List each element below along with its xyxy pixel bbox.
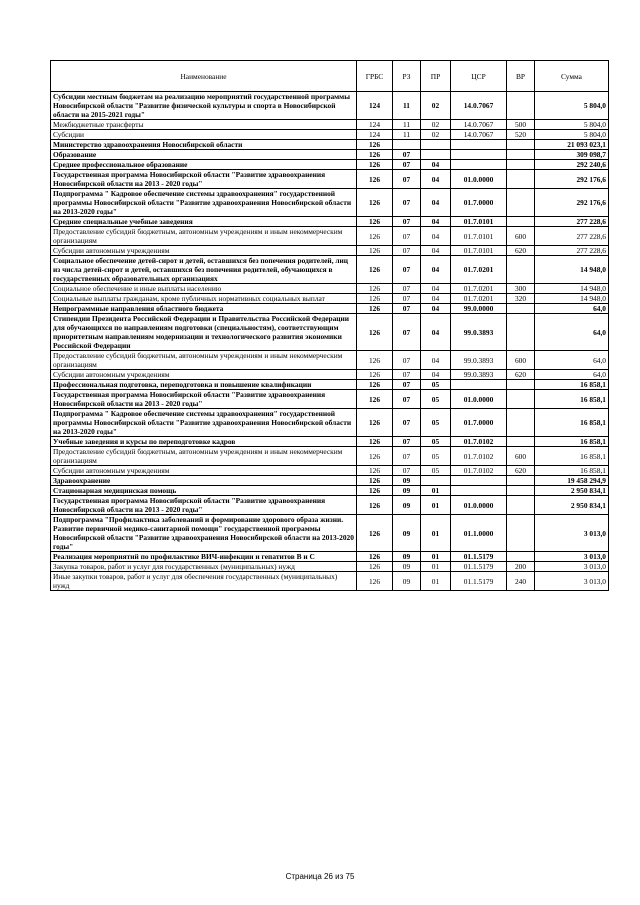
- cell-grbs: 126: [357, 552, 393, 562]
- cell-name: Предоставление субсидий бюджетным, автономным учреждениям и иным некоммерческим организациям: [51, 351, 357, 370]
- cell-sum: 16 858,1: [535, 409, 609, 437]
- cell-vr: 240: [507, 572, 535, 591]
- cell-name: Реализация мероприятий по профилактике ВИЧ-инфекции и гепатитов В и С: [51, 552, 357, 562]
- cell-vr: [507, 552, 535, 562]
- cell-csr: 01.7.0102: [451, 447, 507, 466]
- cell-pr: 04: [421, 314, 451, 351]
- table-row: [51, 170, 609, 189]
- cell-sum: 21 093 023,1: [535, 140, 609, 150]
- cell-rz: 07: [393, 160, 421, 170]
- cell-name: Государственная программа Новосибирской области "Развитие здравоохранения Новосибирской области на 2013 - 2020 годы": [51, 496, 357, 515]
- table-row: [51, 515, 609, 552]
- cell-vr: 520: [507, 130, 535, 140]
- header-grbs: ГРБС: [357, 61, 393, 92]
- cell-csr: 01.0.0000: [451, 390, 507, 409]
- cell-name: Субсидии автономным учреждениям: [51, 370, 357, 380]
- cell-vr: 600: [507, 447, 535, 466]
- cell-grbs: 124: [357, 130, 393, 140]
- cell-grbs: 126: [357, 380, 393, 390]
- cell-csr: 01.7.0101: [451, 227, 507, 246]
- table-row: [51, 390, 609, 409]
- cell-rz: 07: [393, 447, 421, 466]
- budget-table: [50, 60, 609, 591]
- table-row: [51, 150, 609, 160]
- table-row: [51, 246, 609, 256]
- cell-pr: 04: [421, 284, 451, 294]
- cell-name: Подпрограмма " Кадровое обеспечение системы здравоохранения" государственной программы Новосибирской области "Развитие здравоохранения Новосибирской области на 2013-2020 годы": [51, 189, 357, 217]
- cell-vr: [507, 140, 535, 150]
- header-sum: Сумма: [535, 61, 609, 92]
- cell-rz: [393, 140, 421, 150]
- cell-name: Субсидии: [51, 130, 357, 140]
- cell-csr: 01.7.0000: [451, 409, 507, 437]
- table-row: [51, 370, 609, 380]
- cell-sum: 2 950 834,1: [535, 486, 609, 496]
- cell-grbs: 126: [357, 370, 393, 380]
- cell-sum: 64,0: [535, 314, 609, 351]
- cell-csr: [451, 160, 507, 170]
- cell-rz: 07: [393, 370, 421, 380]
- cell-grbs: 126: [357, 217, 393, 227]
- cell-csr: 01.7.0201: [451, 294, 507, 304]
- cell-name: Подпрограмма " Кадровое обеспечение системы здравоохранения" государственной программы Новосибирской области "Развитие здравоохранения Новосибирской области на 2013-2020 годы": [51, 409, 357, 437]
- cell-rz: 07: [393, 409, 421, 437]
- cell-sum: 3 013,0: [535, 562, 609, 572]
- table-row: [51, 496, 609, 515]
- cell-grbs: 126: [357, 486, 393, 496]
- cell-rz: 07: [393, 227, 421, 246]
- cell-sum: 2 950 834,1: [535, 496, 609, 515]
- cell-csr: 99.0.3893: [451, 370, 507, 380]
- cell-rz: 07: [393, 189, 421, 217]
- table-row: [51, 314, 609, 351]
- table-row: [51, 351, 609, 370]
- cell-vr: [507, 217, 535, 227]
- cell-sum: 16 858,1: [535, 466, 609, 476]
- cell-rz: 07: [393, 150, 421, 160]
- cell-vr: [507, 256, 535, 284]
- cell-vr: 620: [507, 466, 535, 476]
- cell-rz: 09: [393, 486, 421, 496]
- cell-name: Образование: [51, 150, 357, 160]
- cell-vr: [507, 160, 535, 170]
- cell-csr: 01.1.0000: [451, 515, 507, 552]
- table-row: [51, 380, 609, 390]
- cell-vr: [507, 304, 535, 314]
- header-vr: ВР: [507, 61, 535, 92]
- cell-vr: [507, 390, 535, 409]
- cell-pr: 01: [421, 562, 451, 572]
- cell-pr: 01: [421, 486, 451, 496]
- cell-vr: 620: [507, 370, 535, 380]
- cell-grbs: 126: [357, 437, 393, 447]
- table-row: [51, 447, 609, 466]
- cell-grbs: 126: [357, 476, 393, 486]
- cell-rz: 07: [393, 437, 421, 447]
- cell-sum: 16 858,1: [535, 380, 609, 390]
- table-row: [51, 294, 609, 304]
- cell-sum: 277 228,6: [535, 217, 609, 227]
- cell-sum: 64,0: [535, 351, 609, 370]
- cell-rz: 07: [393, 217, 421, 227]
- cell-name: Государственная программа Новосибирской области "Развитие здравоохранения Новосибирской области на 2013 - 2020 годы": [51, 390, 357, 409]
- cell-rz: 09: [393, 562, 421, 572]
- cell-pr: 04: [421, 256, 451, 284]
- cell-sum: 64,0: [535, 304, 609, 314]
- cell-vr: [507, 150, 535, 160]
- cell-name: Министерство здравоохранения Новосибирской области: [51, 140, 357, 150]
- table-row: [51, 466, 609, 476]
- cell-vr: 300: [507, 284, 535, 294]
- cell-name: Стипендии Президента Российской Федерации и Правительства Российской Федерации для обучающихся по направлениям подготовки (специальностям), соответствующим приоритетным направлениям модернизации и технологического развития экономики Российской Федерации: [51, 314, 357, 351]
- cell-grbs: 126: [357, 294, 393, 304]
- cell-rz: 07: [393, 294, 421, 304]
- cell-rz: 07: [393, 351, 421, 370]
- cell-pr: [421, 476, 451, 486]
- cell-csr: 01.7.0101: [451, 246, 507, 256]
- cell-rz: 07: [393, 284, 421, 294]
- cell-name: Предоставление субсидий бюджетным, автономным учреждениям и иным некоммерческим организациям: [51, 227, 357, 246]
- cell-vr: 620: [507, 246, 535, 256]
- cell-rz: 07: [393, 304, 421, 314]
- table-row: [51, 437, 609, 447]
- cell-vr: [507, 515, 535, 552]
- cell-name: Межбюджетные трансферты: [51, 120, 357, 130]
- cell-grbs: 126: [357, 304, 393, 314]
- cell-name: Средние специальные учебные заведения: [51, 217, 357, 227]
- cell-vr: [507, 486, 535, 496]
- cell-pr: 05: [421, 390, 451, 409]
- header-rz: РЗ: [393, 61, 421, 92]
- cell-pr: 02: [421, 130, 451, 140]
- cell-name: Государственная программа Новосибирской области "Развитие здравоохранения Новосибирской области на 2013 - 2020 годы": [51, 170, 357, 189]
- cell-csr: [451, 150, 507, 160]
- table-header-row: [51, 61, 609, 92]
- cell-sum: 64,0: [535, 370, 609, 380]
- cell-vr: [507, 92, 535, 120]
- cell-pr: 02: [421, 120, 451, 130]
- cell-grbs: 126: [357, 314, 393, 351]
- table-row: [51, 217, 609, 227]
- cell-sum: 14 948,0: [535, 256, 609, 284]
- cell-grbs: 126: [357, 170, 393, 189]
- cell-sum: 277 228,6: [535, 246, 609, 256]
- cell-vr: [507, 409, 535, 437]
- cell-vr: [507, 380, 535, 390]
- cell-grbs: 126: [357, 496, 393, 515]
- cell-grbs: 126: [357, 351, 393, 370]
- cell-pr: 02: [421, 92, 451, 120]
- cell-csr: [451, 476, 507, 486]
- cell-name: Субсидии автономным учреждениям: [51, 246, 357, 256]
- cell-csr: [451, 380, 507, 390]
- cell-csr: 01.0.0000: [451, 170, 507, 189]
- cell-pr: 04: [421, 294, 451, 304]
- cell-grbs: 126: [357, 160, 393, 170]
- cell-sum: 3 013,0: [535, 572, 609, 591]
- cell-pr: 04: [421, 351, 451, 370]
- table-body: [51, 92, 609, 591]
- cell-name: Социальные выплаты гражданам, кроме публичных нормативных социальных выплат: [51, 294, 357, 304]
- cell-csr: 01.1.5179: [451, 572, 507, 591]
- table-row: [51, 189, 609, 217]
- header-pr: ПР: [421, 61, 451, 92]
- table-row: [51, 227, 609, 246]
- cell-pr: 05: [421, 447, 451, 466]
- cell-pr: 04: [421, 304, 451, 314]
- header-name: Наименование: [51, 61, 357, 92]
- cell-grbs: 126: [357, 515, 393, 552]
- cell-rz: 09: [393, 515, 421, 552]
- cell-rz: 11: [393, 130, 421, 140]
- cell-sum: 292 176,6: [535, 189, 609, 217]
- cell-pr: 05: [421, 380, 451, 390]
- cell-grbs: 126: [357, 189, 393, 217]
- cell-grbs: 126: [357, 447, 393, 466]
- cell-name: Закупка товаров, работ и услуг для государственных (муниципальных) нужд: [51, 562, 357, 572]
- cell-pr: 05: [421, 466, 451, 476]
- cell-grbs: 126: [357, 466, 393, 476]
- table-row: [51, 486, 609, 496]
- table-row: [51, 572, 609, 591]
- cell-sum: 14 948,0: [535, 284, 609, 294]
- cell-pr: 05: [421, 409, 451, 437]
- cell-csr: 01.7.0201: [451, 256, 507, 284]
- cell-pr: 04: [421, 189, 451, 217]
- cell-name: Предоставление субсидий бюджетным, автономным учреждениям и иным некоммерческим организациям: [51, 447, 357, 466]
- cell-sum: 16 858,1: [535, 390, 609, 409]
- table-row: [51, 284, 609, 294]
- cell-name: Субсидии автономным учреждениям: [51, 466, 357, 476]
- cell-rz: 07: [393, 466, 421, 476]
- cell-pr: 04: [421, 370, 451, 380]
- cell-csr: 99.0.3893: [451, 314, 507, 351]
- cell-sum: 309 098,7: [535, 150, 609, 160]
- cell-grbs: 124: [357, 92, 393, 120]
- cell-grbs: 126: [357, 572, 393, 591]
- page-number: Страница 26 из 75: [285, 872, 355, 881]
- cell-rz: 07: [393, 380, 421, 390]
- cell-csr: 01.0.0000: [451, 496, 507, 515]
- table-row: [51, 130, 609, 140]
- cell-sum: 5 804,0: [535, 92, 609, 120]
- cell-pr: 04: [421, 170, 451, 189]
- cell-rz: 09: [393, 572, 421, 591]
- cell-csr: 14.0.7067: [451, 120, 507, 130]
- cell-grbs: 126: [357, 246, 393, 256]
- cell-name: Субсидии местным бюджетам на реализацию мероприятий государственной программы Новосибирской области "Развитие физической культуры и спорта в Новосибирской области на 2015-2021 годы": [51, 92, 357, 120]
- cell-sum: 19 458 294,9: [535, 476, 609, 486]
- cell-rz: 07: [393, 314, 421, 351]
- cell-name: Здравоохранение: [51, 476, 357, 486]
- cell-rz: 09: [393, 552, 421, 562]
- cell-pr: 04: [421, 227, 451, 246]
- cell-csr: 01.7.0102: [451, 466, 507, 476]
- cell-csr: 01.7.0101: [451, 217, 507, 227]
- cell-grbs: 126: [357, 562, 393, 572]
- cell-sum: 14 948,0: [535, 294, 609, 304]
- cell-rz: 07: [393, 390, 421, 409]
- cell-grbs: 126: [357, 140, 393, 150]
- cell-grbs: 126: [357, 150, 393, 160]
- cell-sum: 5 804,0: [535, 120, 609, 130]
- cell-pr: 04: [421, 217, 451, 227]
- cell-pr: 04: [421, 160, 451, 170]
- cell-vr: [507, 476, 535, 486]
- cell-grbs: 126: [357, 390, 393, 409]
- cell-name: Учебные заведения и курсы по переподготовке кадров: [51, 437, 357, 447]
- cell-name: Социальное обеспечение и иные выплаты населению: [51, 284, 357, 294]
- cell-csr: [451, 486, 507, 496]
- cell-csr: 14.0.7067: [451, 130, 507, 140]
- cell-vr: [507, 496, 535, 515]
- cell-csr: 99.0.3893: [451, 351, 507, 370]
- cell-grbs: 126: [357, 284, 393, 294]
- cell-csr: 01.7.0102: [451, 437, 507, 447]
- cell-sum: 292 176,6: [535, 170, 609, 189]
- cell-vr: [507, 314, 535, 351]
- cell-sum: 292 240,6: [535, 160, 609, 170]
- table-row: [51, 120, 609, 130]
- cell-name: Среднее профессиональное образование: [51, 160, 357, 170]
- cell-name: Непрограммные направления областного бюджета: [51, 304, 357, 314]
- cell-pr: [421, 140, 451, 150]
- cell-vr: [507, 170, 535, 189]
- table-row: [51, 256, 609, 284]
- table-row: [51, 476, 609, 486]
- cell-vr: 200: [507, 562, 535, 572]
- table-row: [51, 92, 609, 120]
- cell-sum: 5 804,0: [535, 130, 609, 140]
- cell-sum: 16 858,1: [535, 447, 609, 466]
- cell-rz: 07: [393, 256, 421, 284]
- table-row: [51, 140, 609, 150]
- table-row: [51, 552, 609, 562]
- cell-pr: [421, 150, 451, 160]
- cell-csr: [451, 140, 507, 150]
- table-row: [51, 562, 609, 572]
- cell-sum: 3 013,0: [535, 552, 609, 562]
- cell-rz: 11: [393, 120, 421, 130]
- cell-name: Стационарная медицинская помощь: [51, 486, 357, 496]
- cell-name: Иные закупки товаров, работ и услуг для обеспечения государственных (муниципальных) нужд: [51, 572, 357, 591]
- cell-grbs: 124: [357, 120, 393, 130]
- cell-pr: 01: [421, 515, 451, 552]
- cell-vr: 600: [507, 227, 535, 246]
- cell-rz: 07: [393, 170, 421, 189]
- cell-csr: 14.0.7067: [451, 92, 507, 120]
- cell-csr: 01.1.5179: [451, 552, 507, 562]
- cell-csr: 99.0.0000: [451, 304, 507, 314]
- cell-grbs: 126: [357, 227, 393, 246]
- cell-name: Социальное обеспечение детей-сирот и детей, оставшихся без попечения родителей, лиц из числа детей-сирот и детей, оставшихся без попечения родителей, обучающихся в государственных образовательных организациях: [51, 256, 357, 284]
- table-row: [51, 409, 609, 437]
- header-csr: ЦСР: [451, 61, 507, 92]
- cell-csr: 01.1.5179: [451, 562, 507, 572]
- cell-pr: 05: [421, 437, 451, 447]
- cell-pr: 04: [421, 246, 451, 256]
- cell-sum: 16 858,1: [535, 437, 609, 447]
- cell-vr: 600: [507, 351, 535, 370]
- cell-vr: 320: [507, 294, 535, 304]
- cell-vr: 500: [507, 120, 535, 130]
- cell-pr: 01: [421, 496, 451, 515]
- cell-rz: 11: [393, 92, 421, 120]
- cell-pr: 01: [421, 552, 451, 562]
- cell-pr: 01: [421, 572, 451, 591]
- cell-vr: [507, 437, 535, 447]
- table-row: [51, 304, 609, 314]
- cell-rz: 07: [393, 246, 421, 256]
- cell-grbs: 126: [357, 409, 393, 437]
- table-row: [51, 160, 609, 170]
- cell-name: Подпрограмма "Профилактика заболеваний и формирование здорового образа жизни. Развитие первичной медико-санитарной помощи" государственной программы Новосибирской области "Развитие здравоохранения Новосибирской области на 2013-2020 годы": [51, 515, 357, 552]
- cell-sum: 277 228,6: [535, 227, 609, 246]
- cell-csr: 01.7.0000: [451, 189, 507, 217]
- cell-csr: 01.7.0201: [451, 284, 507, 294]
- cell-rz: 09: [393, 496, 421, 515]
- cell-grbs: 126: [357, 256, 393, 284]
- cell-name: Профессиональная подготовка, переподготовка и повышение квалификации: [51, 380, 357, 390]
- cell-sum: 3 013,0: [535, 515, 609, 552]
- cell-vr: [507, 189, 535, 217]
- cell-rz: 09: [393, 476, 421, 486]
